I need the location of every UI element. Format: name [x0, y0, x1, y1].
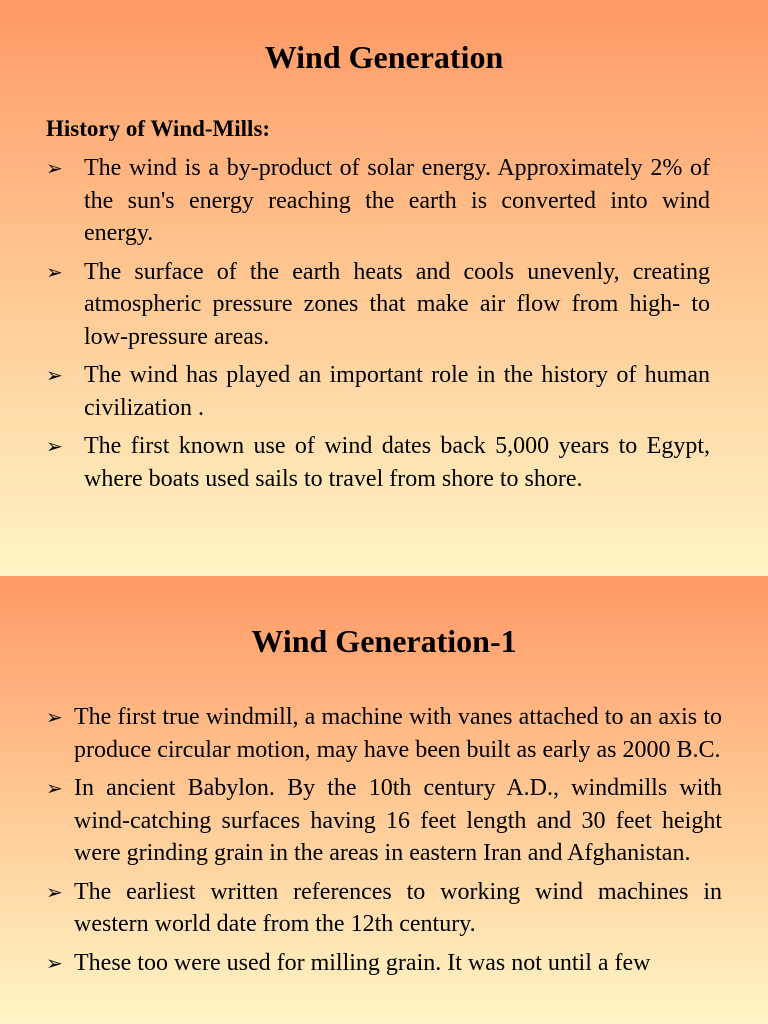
bullet-text: The wind has played an important role in the history of human civilization .: [84, 362, 710, 421]
list-item: [46, 256, 710, 354]
bullet-text: The surface of the earth heats and cools unevenly, creating atmospheric pressure zones that make air flow from high- to low-pressure areas.: [84, 258, 710, 350]
slide-wind-generation-1: [0, 576, 768, 1024]
bullet-text: The first true windmill, a machine with vanes attached to an axis to produce circular motion, may have been built as early as 2000 B.C.: [74, 704, 722, 763]
list-item: [46, 701, 722, 766]
bullet-list: [46, 701, 722, 985]
list-item: [46, 947, 722, 980]
list-item: [46, 430, 710, 495]
slide-title: Wind Generation: [264, 39, 504, 75]
list-item: [46, 772, 722, 870]
bullet-text: The wind is a by-product of solar energy. Approximately 2% of the sun's energy reaching the earth is converted into wind energy.: [84, 155, 710, 246]
arrowhead-bullet-icon: ➢: [46, 259, 63, 284]
list-item: [46, 152, 710, 250]
slide-title: Wind Generation-1: [251, 623, 517, 659]
arrowhead-bullet-icon: ➢: [46, 879, 63, 904]
bullet-text: These too were used for milling grain. It was not until a few: [74, 949, 651, 976]
bullet-text: The earliest written references to working wind machines in western world date from the 12th century.: [74, 878, 722, 937]
arrowhead-bullet-icon: ➢: [46, 705, 63, 729]
arrowhead-bullet-icon: ➢: [46, 434, 63, 458]
list-item: [46, 359, 710, 424]
bullet-text: In ancient Babylon. By the 10th century A.D., windmills with wind-catching surfaces having 16 feet length and 30 feet height were grinding grain in the areas in eastern Iran and Afghanistan.: [74, 775, 722, 866]
arrowhead-bullet-icon: ➢: [46, 776, 63, 800]
bullet-text: The first known use of wind dates back 5,000 years to Egypt, where boats used sails to travel from shore to shore.: [84, 433, 710, 492]
list-item: [46, 876, 722, 941]
arrowhead-bullet-icon: ➢: [46, 363, 63, 387]
arrowhead-bullet-icon: ➢: [46, 156, 63, 180]
arrowhead-bullet-icon: ➢: [46, 950, 63, 975]
section-subheading: History of Wind-Mills:: [46, 116, 271, 141]
bullet-list: [46, 152, 710, 501]
